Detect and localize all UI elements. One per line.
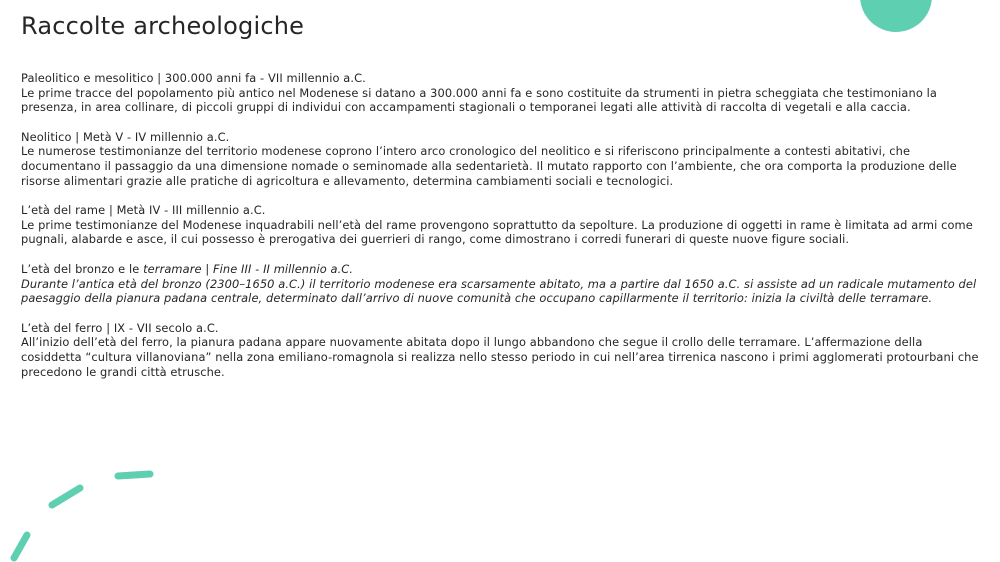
section-heading: L’età del rame | Metà IV - III millennio a.C. — [21, 203, 266, 218]
section-body: Le numerose testimonianze del territorio modenese coprono l’intero arco cronologico del neolitico e si riferiscono principalmente a contesti abitativi, che documentano il passaggio da una dimensione nomade o seminomade alla sedentarietà. Il mutato rapporto con l’ambiente, che ora comporta la produzione delle risorse alimentari grazie alle pratiche di agricoltura e allevamento, determina cambiamenti sociali e tecnologici. — [21, 144, 957, 188]
section-body: Durante l’antica età del bronzo (2300–1650 a.C.) il territorio modenese era scarsamente abitato, ma a partire dal 1650 a.C. si assiste ad un radicale mutamento del paesaggio della pianura padana centrale, determinato dall’arrivo di nuove comunità che occupano capillarmente il territorio: inizia la civiltà delle terramare. — [21, 276, 977, 306]
section-paleolithic — [21, 71, 983, 115]
section-body: Le prime testimonianze del Modenese inquadrabili nell’età del rame provengono soprattutto da sepolture. La produzione di oggetti in rame è limitata ad armi come pugnali, alabarde e asce, il cui possesso è prerogativa dei guerrieri di rango, come dimostrano i corredi funerari di queste nuove figure sociali. — [21, 217, 973, 247]
section-heading: Paleolitico e mesolitico | 300.000 anni fa - VII millennio a.C. — [21, 71, 366, 85]
page-title: Raccolte archeologiche — [21, 12, 305, 40]
section-heading-prefix: L’età del bronzo e le — [21, 261, 144, 276]
section-heading — [21, 262, 983, 277]
section-heading: Neolitico | Metà V - IV millennio a.C. — [21, 129, 230, 144]
content-area — [21, 71, 983, 394]
section-bronze-age — [21, 262, 983, 306]
section-neolithic — [21, 130, 983, 188]
section-heading: L’età del ferro | IX - VII secolo a.C. — [21, 320, 219, 335]
section-body: All’inizio dell’età del ferro, la pianura padana appare nuovamente abitata dopo il lungo abbandono che segue il crollo delle terramare. L’affermazione della cosiddetta “cultura villanoviana” nella zona emiliano-romagnola si realizza nello stesso periodo in cui nell’area tirrenica nascono i primi agglomerati protourbani che precedono le grandi città etrusche. — [21, 335, 979, 379]
decorative-circle — [860, 0, 932, 32]
section-body: Le prime tracce del popolamento più antico nel Modenese si datano a 300.000 anni fa e sono costituite da strumenti in pietra scheggiata che testimoniano la presenza, in area collinare, di piccoli gruppi di individui con accampamenti stagionali o temporanei legati alle attività di raccolta di vegetali e alla caccia. — [21, 85, 937, 115]
section-heading-italic: terramare | Fine III - II millennio a.C. — [143, 261, 354, 276]
section-copper-age — [21, 203, 983, 247]
decorative-dashed-arc — [0, 460, 200, 562]
section-iron-age — [21, 321, 983, 379]
